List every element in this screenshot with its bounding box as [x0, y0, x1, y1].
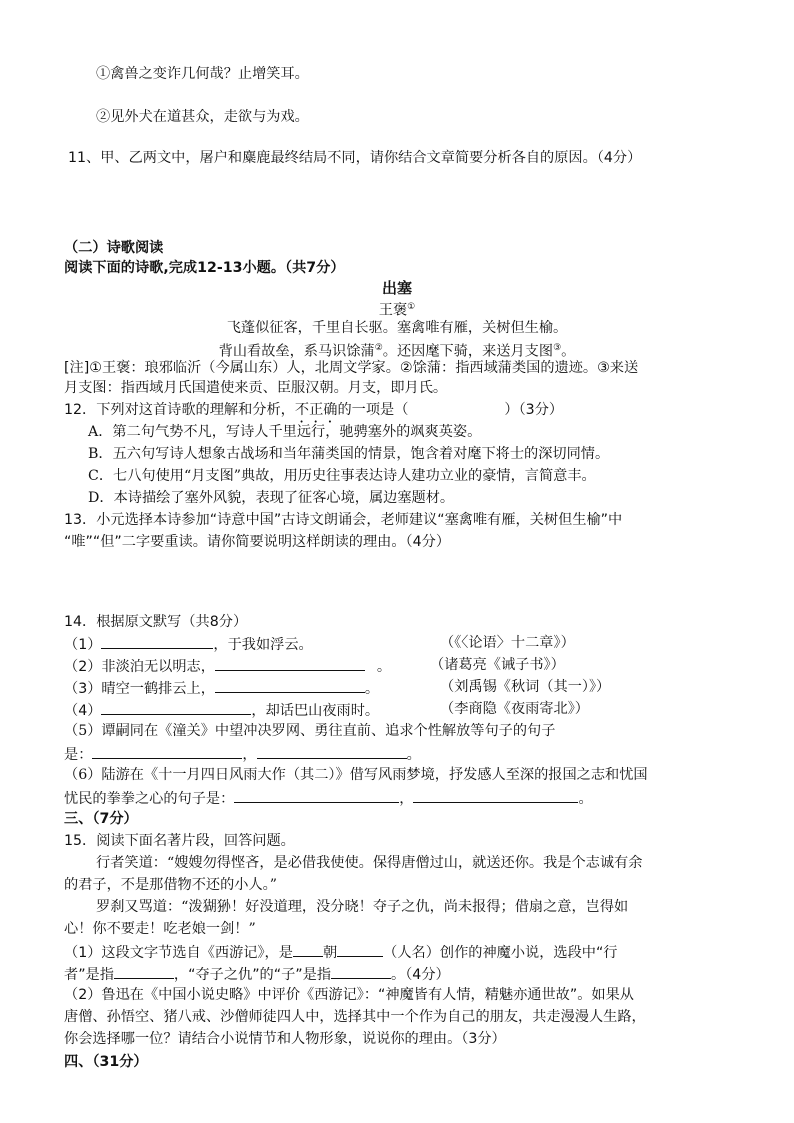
- q14-item-5-line-1: （5）谭嗣同在《潼关》中望冲决罗网、勇往直前、追求个性解放等句子的句子: [64, 723, 556, 739]
- q15-sub-1-line-1: [64, 941, 618, 963]
- sub-text: 朝: [322, 945, 338, 961]
- sub-text: （人名）创作的神魔小说，选段中“行: [383, 945, 618, 961]
- question-13-line-1: 13．小元选择本诗参加“诗意中国”古诗文朗诵会，老师建议“塞禽唯有雁，关树但生榆”中: [64, 512, 623, 528]
- q14-item-1: [64, 633, 313, 655]
- q15-sub-1-line-2: [64, 963, 450, 985]
- item-number: （4）: [64, 703, 102, 719]
- item-number: （1）: [64, 637, 102, 653]
- q12-stem-c: ）（3分）: [504, 402, 564, 418]
- poem-line-1: 飞蓬似征客，千里自长驱。塞禽唯有雁，关树但生榆。: [226, 320, 568, 336]
- q14-item-2: [64, 655, 391, 677]
- fill-blank[interactable]: [293, 941, 323, 957]
- excerpt-paragraph-1-line-2: 的君子，不是那借物不还的小人。”: [64, 877, 277, 893]
- item-text: 忧民的拳拳之心的句子是：: [64, 791, 235, 807]
- item-end: 。: [406, 747, 421, 763]
- excerpt-paragraph-1-line-1: 行者笑道：“嫂嫂勿得悭吝，是必借我使使。保得唐僧过山，就送还你。我是个志诚有余: [96, 855, 643, 871]
- q15-sub-2-line-2: 唐僧、孙悟空、猪八戒、沙僧师徒四人中，选择其中一个作为自己的朋友，共走漫漫人生路，: [64, 1009, 646, 1025]
- fill-blank[interactable]: [234, 787, 399, 803]
- item-text: 晴空一鹤排云上，: [101, 681, 215, 697]
- item-text: 非淡泊无以明志，: [101, 659, 215, 675]
- q12-stem-b: 的一项是（: [337, 402, 409, 418]
- fill-blank[interactable]: [114, 963, 174, 979]
- sub-text: 。（4分）: [391, 967, 450, 983]
- question-11: 11、甲、乙两文中，屠户和麋鹿最终结局不同，请你结合文章简要分析各自的原因。（4分）: [68, 150, 642, 166]
- q10-item-1: ①禽兽之变诈几何哉？止增笑耳。: [96, 66, 309, 82]
- q14-item-3: [64, 677, 379, 699]
- item-text: 是：: [64, 747, 93, 763]
- q10-item-2: ②见外犬在道甚众，走欲与为戏。: [96, 109, 309, 125]
- sub-text: 者”是指: [64, 967, 114, 983]
- question-14-title: 14．根据原文默写（共8分）: [64, 614, 248, 630]
- fill-blank[interactable]: [101, 699, 251, 715]
- item-end: 。: [578, 791, 593, 807]
- note-marker: ①: [407, 302, 416, 312]
- q15-sub-2-line-1: （2）鲁迅在《中国小说史略》中评价《西游记》：“神魔皆有人情，精魅亦通世故”。如果从: [64, 987, 634, 1003]
- q14-item-6-line-2: [64, 787, 593, 809]
- q14-item-5-line-2: [64, 743, 421, 765]
- fill-blank[interactable]: [215, 677, 365, 693]
- note-marker: ②: [374, 343, 383, 353]
- q12-option-d: D．本诗描绘了塞外风貌，表现了征客心境，属边塞题材。: [88, 490, 455, 506]
- section-heading-poetry: （二）诗歌阅读: [64, 240, 164, 256]
- note-marker: ③: [553, 343, 562, 353]
- q14-item-6-line-1: （6）陆游在《十一月四日风雨大作（其二）》借写风雨梦境，抒发感人至深的报国之志和忧国: [64, 767, 648, 783]
- item-text: ，于我如浮云。: [213, 637, 313, 653]
- poetry-instruction: 阅读下面的诗歌,完成12-13小题。（共7分）: [64, 260, 345, 276]
- question-15: 15．阅读下面名著片段，回答问题。: [64, 833, 295, 849]
- sub-text: ，“夺子之仇”的“子”是指: [173, 967, 332, 983]
- fill-blank[interactable]: [337, 941, 383, 957]
- fill-blank[interactable]: [257, 743, 407, 759]
- q14-item-4: [64, 699, 379, 721]
- poem-note-line-2: 月支图：指西域月氏国遣使来贡、臣服汉朝。月支，即月氏。: [64, 380, 448, 396]
- fill-blank[interactable]: [331, 963, 391, 979]
- item-comma: ，: [242, 747, 257, 763]
- item-number: （3）: [64, 681, 102, 697]
- q12-option-b: B．五六句写诗人想象古战场和当年蒲类国的情景，饱含着对麾下将士的深切同情。: [88, 446, 610, 462]
- poem-note-line-1: [注]①王褒：琅邪临沂（今属山东）人，北周文学家。②馀蒲：指西域蒲类国的遗迹。③来送: [64, 360, 639, 376]
- item-comma: ，: [399, 791, 414, 807]
- q12-option-c: C．七八句使用“月支图”典故，用历史往事表达诗人建功立业的豪情，言简意丰。: [88, 468, 596, 484]
- excerpt-paragraph-2-line-1: 罗刹又骂道：“泼猢狲！好没道理，没分晓！夺子之仇，尚未报得；借扇之意，岂得如: [96, 899, 629, 915]
- q14-item-3-source: （刘禹锡《秋词（其一）》）: [440, 679, 611, 695]
- fill-blank[interactable]: [215, 655, 365, 671]
- sub-text: （1）这段文字节选自《西游记》，是: [64, 945, 293, 961]
- section-heading-3: 三、（7分）: [64, 811, 138, 827]
- fill-blank[interactable]: [101, 633, 213, 649]
- excerpt-paragraph-2-line-2: 心！你不要走！吃老娘一剑！”: [64, 921, 256, 937]
- fill-blank[interactable]: [413, 787, 578, 803]
- item-text: ，却话巴山夜雨时。: [251, 703, 380, 719]
- poem-line-2-part-b: 。还因麾下骑，来送月支图: [382, 343, 554, 360]
- poem-line-2-part-a: 背山看故垒，系马识馀蒲: [218, 343, 375, 360]
- q14-item-2-source: （诸葛亮《诫子书》）: [430, 657, 565, 673]
- q12-option-a: A．第二句气势不凡，写诗人千里远行，驰骋塞外的飒爽英姿。: [88, 424, 482, 440]
- poem-title: 出塞: [381, 279, 412, 297]
- q12-stem-emphasis: 不正确: [294, 402, 338, 418]
- q15-sub-2-line-3: 你会选择哪一位？请结合小说情节和人物形象，说说你的理由。（3分）: [64, 1031, 506, 1047]
- poem-line-2-part-c: 。: [561, 343, 576, 360]
- fill-blank[interactable]: [92, 743, 242, 759]
- question-13-line-2: “唯”“但”二字要重读。请你简要说明这样朗读的理由。（4分）: [64, 534, 451, 550]
- section-heading-4: 四、（31分）: [64, 1054, 148, 1070]
- item-end: 。: [376, 659, 392, 675]
- q14-item-4-source: （李商隐《夜雨寄北》）: [440, 701, 589, 717]
- q14-item-1-source: （《〈论语〉十二章》）: [440, 635, 575, 651]
- q12-stem-a: 12．下列对这首诗歌的理解和分析，: [64, 402, 295, 418]
- poem-author-name: 王褒: [378, 302, 408, 319]
- item-end: 。: [364, 681, 380, 697]
- item-number: （2）: [64, 659, 102, 675]
